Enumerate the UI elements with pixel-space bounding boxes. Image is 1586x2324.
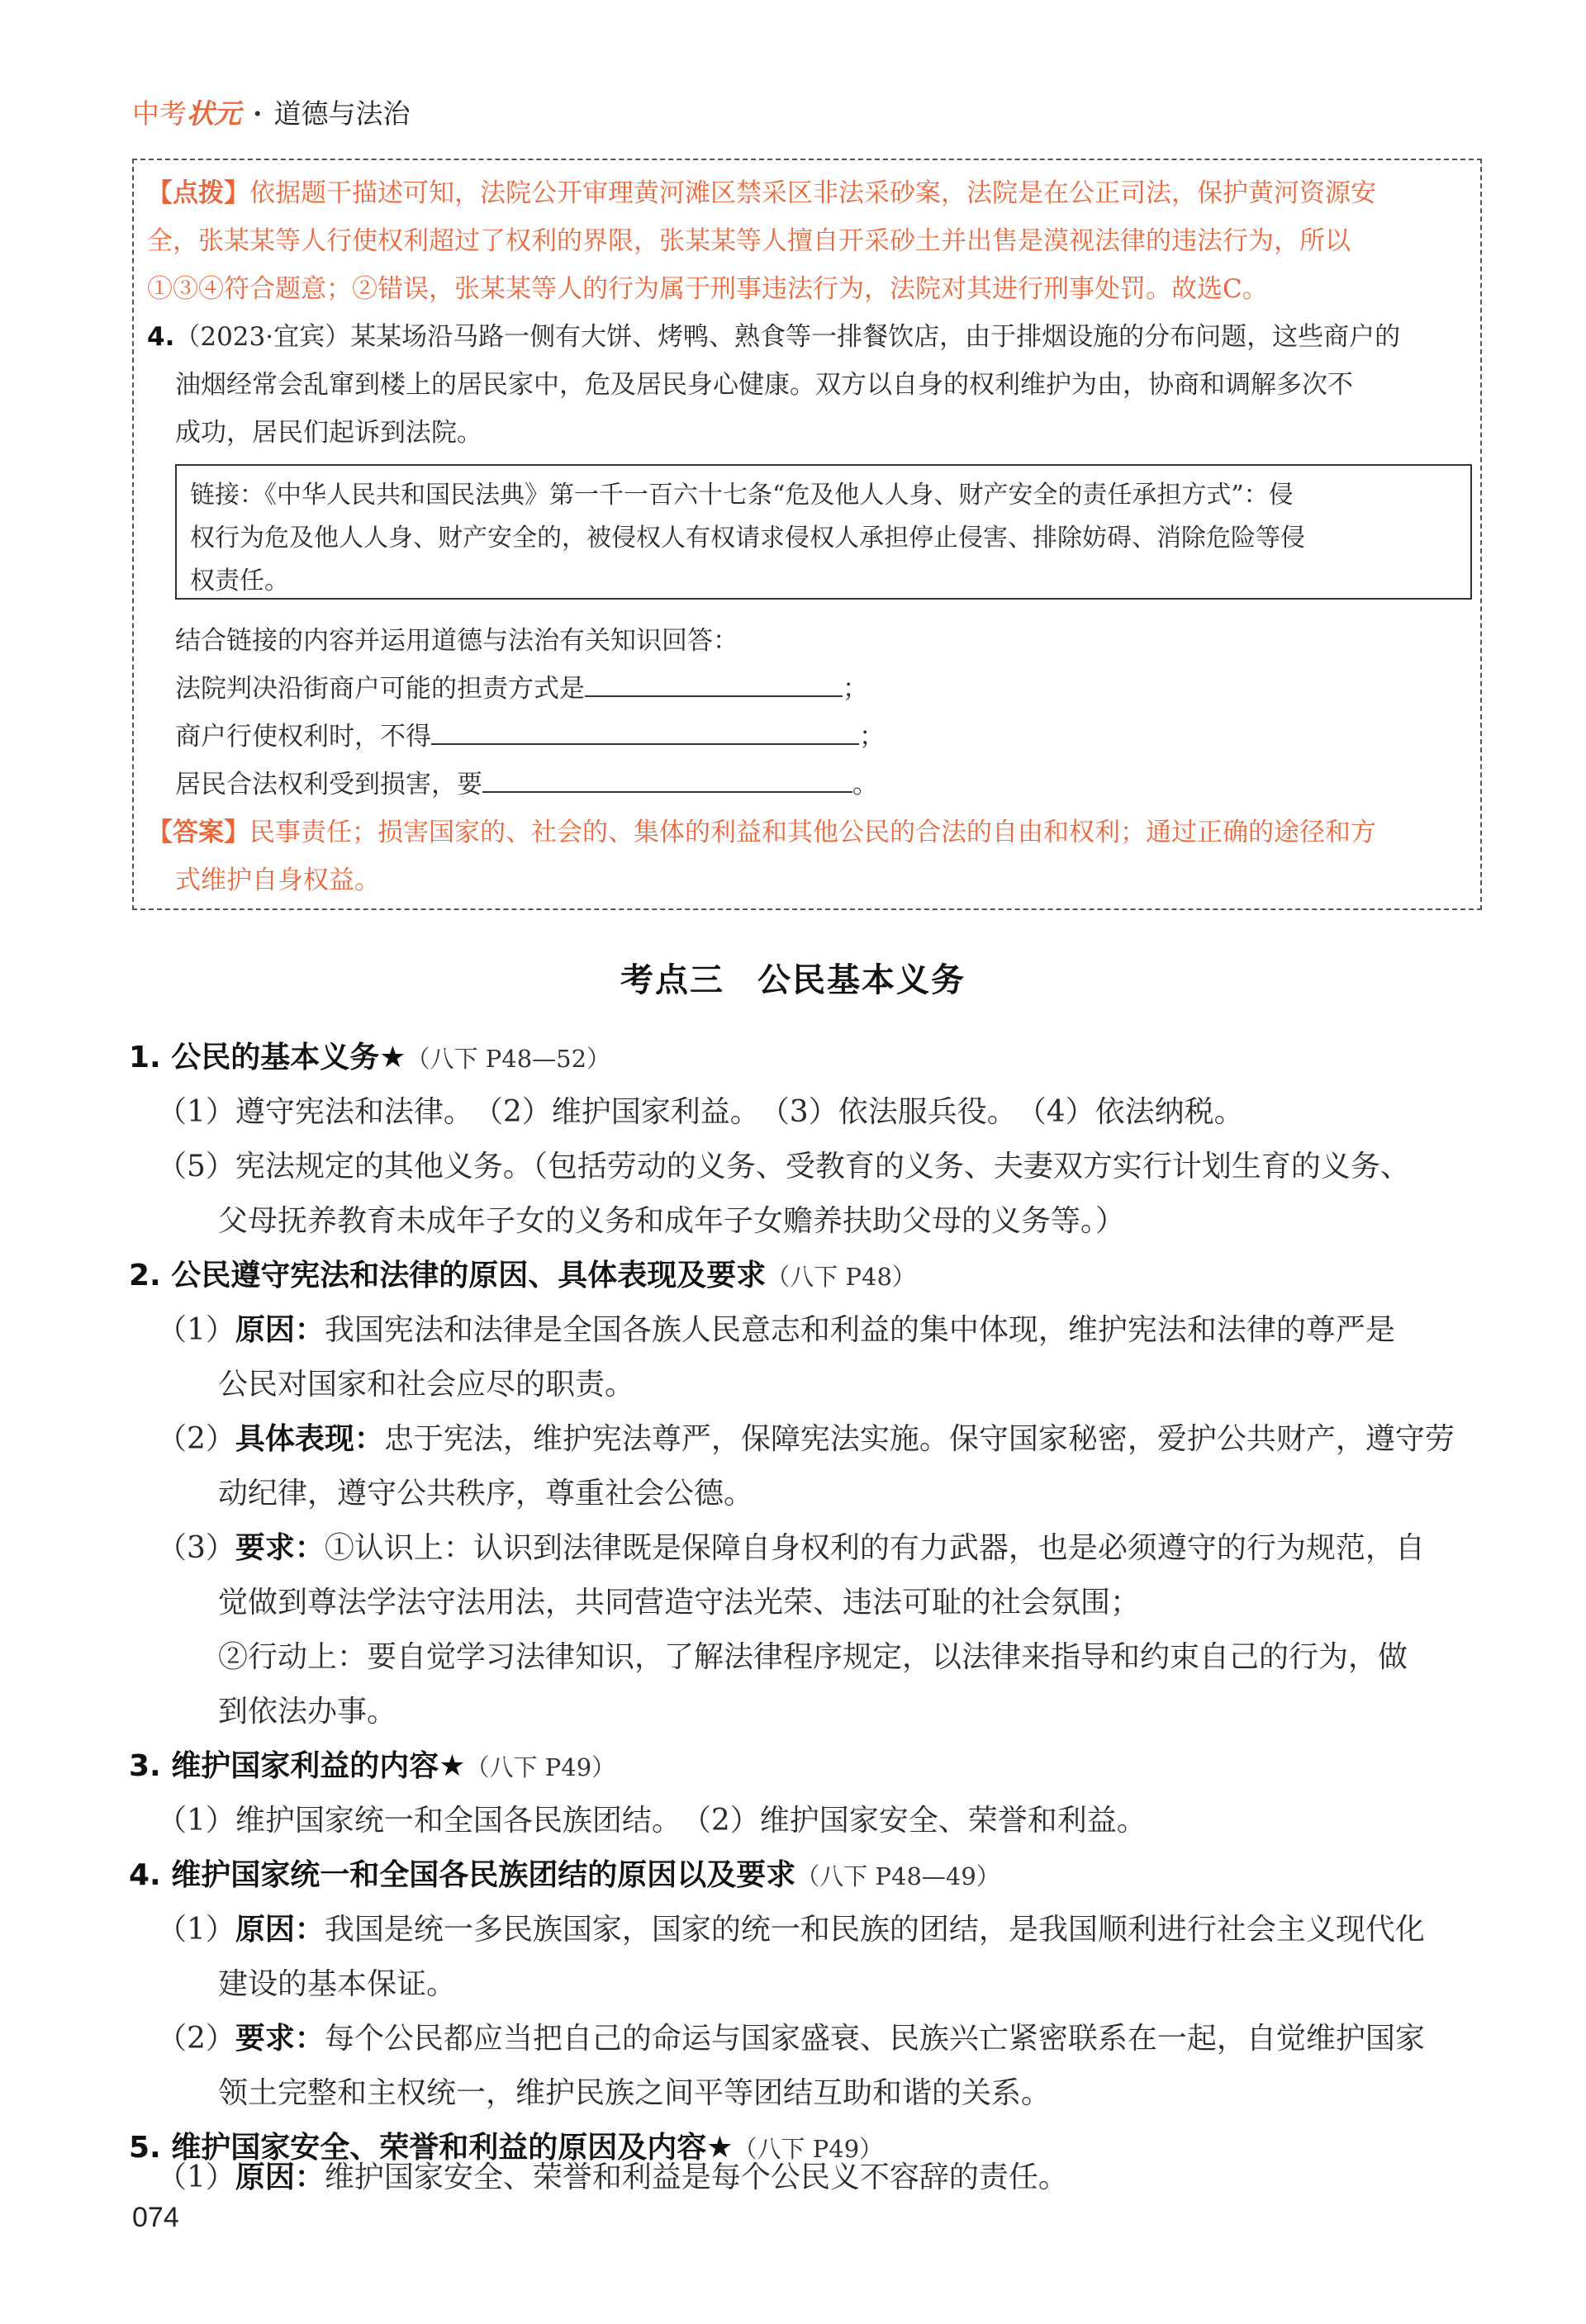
q4-line-2: 油烟经常会乱窜到楼上的居民家中，危及居民身心健康。双方以自身的权利维护为由，协商和调解多次不	[175, 370, 1353, 400]
item-4-title: 4. 维护国家统一和全国各民族团结的原因以及要求	[129, 1858, 796, 1892]
blank-2-end: ；	[859, 722, 885, 752]
q4-line-1	[147, 315, 1400, 353]
answer-line-2: 式维护自身权益。	[175, 866, 380, 895]
item-4-p1-label: 原因：	[235, 1913, 325, 1947]
q4-prompt: 结合链接的内容并运用道德与法治有关知识回答：	[175, 626, 738, 656]
link-line-2: 权行为危及他人人身、财产安全的，被侵权人有权请求侵权人承担停止侵害、排除妨碍、消除危险等侵	[190, 524, 1305, 553]
item-1-title: 1. 公民的基本义务★	[129, 1041, 406, 1074]
section-title-a: 考点三	[620, 961, 724, 999]
header-dot: ·	[253, 97, 263, 130]
answer-line-1	[147, 811, 1376, 848]
blank-2-field[interactable]	[431, 720, 859, 745]
blank-3-label: 居民合法权利受到损害，要	[175, 770, 482, 799]
q4-blank-2	[175, 715, 885, 752]
blank-1-end: ；	[843, 674, 868, 704]
hint-text-1: 依据题干描述可知，法院公开审理黄河滩区禁采区非法采砂案，法院是在公正司法，保护黄河资源安	[249, 178, 1376, 208]
item-4-p1-text: 我国是统一多民族国家，国家的统一和民族的团结，是我国顺利进行社会主义现代化	[324, 1913, 1425, 1947]
blank-3-end: 。	[852, 770, 878, 799]
item-4-ref: （八下 P48—49）	[795, 1862, 1000, 1890]
item-2-p2-label: 具体表现：	[235, 1422, 384, 1456]
q4-blank-1	[175, 667, 868, 704]
item-4-p2-line-1	[157, 2015, 1425, 2057]
blank-1-label: 法院判决沿街商户可能的担责方式是	[175, 674, 585, 704]
link-line-3: 权责任。	[190, 567, 289, 595]
item-1-line-2: （5）宪法规定的其他义务。（包括劳动的义务、受教育的义务、夫妻双方实行计划生育的义务、	[157, 1150, 1410, 1183]
item-4-p1-num: （1）	[157, 1913, 235, 1947]
item-2-p3-line-1	[157, 1525, 1425, 1567]
item-4-p1-line-1	[157, 1906, 1425, 1948]
item-2-p3-line-3: ②行动上：要自觉学习法律知识，了解法律程序规定，以法律来指导和约束自己的行为，做	[218, 1640, 1408, 1674]
item-2-p3-num: （3）	[157, 1531, 235, 1565]
hint-line-2: 全，张某某等人行使权利超过了权利的界限，张某某等人擅自开采砂土并出售是漠视法律的违法行为，所以	[147, 226, 1351, 256]
link-box	[175, 464, 1472, 600]
q4-text-1: 某某场沿马路一侧有大饼、烤鸭、熟食等一排餐饮店，由于排烟设施的分布问题，这些商户的	[350, 322, 1401, 352]
item-4-p2-text: 每个公民都应当把自己的命运与国家盛衰、民族兴亡紧密联系在一起，自觉维护国家	[324, 2022, 1425, 2056]
item-2-p3-line-2: 觉做到尊法学法守法用法，共同营造守法光荣、违法可耻的社会氛围；	[218, 1586, 1141, 1620]
item-2-p2-line-1	[157, 1416, 1455, 1458]
question-box	[132, 159, 1482, 910]
link-line-1: 链接：《中华人民共和国民法典》第一千一百六十七条“危及他人人身、财产安全的责任承担方式”：侵	[190, 481, 1294, 510]
item-2-p2-text: 忠于宪法，维护宪法尊严，保障宪法实施。保守国家秘密，爱护公共财产，遵守劳	[383, 1422, 1455, 1456]
section-title-b: 公民基本义务	[757, 961, 966, 999]
item-4-heading	[129, 1852, 1000, 1894]
q4-line-3: 成功，居民们起诉到法院。	[175, 418, 482, 448]
item-2-p2-line-2: 动纪律，遵守公共秩序，尊重社会公德。	[218, 1477, 754, 1511]
item-4-p2-num: （2）	[157, 2022, 235, 2056]
section-title	[0, 954, 1586, 1001]
hint-line-1	[147, 172, 1376, 209]
item-2-p3-line-4: 到依法办事。	[218, 1695, 397, 1729]
item-1-heading	[129, 1034, 610, 1076]
item-5-p1-label: 原因：	[235, 2160, 325, 2194]
hint-line-3: ①③④符合题意；②错误，张某某等人的行为属于刑事违法行为，法院对其进行刑事处罚。故选C。	[147, 274, 1268, 304]
hint-tag: 【点拨】	[147, 178, 249, 208]
blank-3-field[interactable]	[482, 768, 852, 793]
item-4-p2-label: 要求：	[235, 2022, 325, 2056]
item-3-heading	[129, 1743, 615, 1785]
blank-2-label: 商户行使权利时，不得	[175, 722, 431, 752]
header-brand: 状元	[187, 97, 241, 130]
q4-number: 4.	[147, 322, 175, 352]
header-subject: 道德与法治	[273, 97, 411, 130]
item-2-p2-num: （2）	[157, 1422, 235, 1456]
item-2-p1-text: 我国宪法和法律是全国各族人民意志和利益的集中体现，维护宪法和法律的尊严是	[324, 1313, 1395, 1347]
blank-1-field[interactable]	[585, 672, 843, 697]
item-1-line-1: （1）遵守宪法和法律。 （2）维护国家利益。 （3）依法服兵役。 （4）依法纳税。	[157, 1095, 1244, 1129]
header-prefix: 中考	[132, 97, 187, 130]
answer-text-1: 民事责任；损害国家的、社会的、集体的利益和其他公民的合法的自由和权利；通过正确的途径和方	[249, 818, 1376, 847]
item-2-ref: （八下 P48）	[766, 1263, 916, 1291]
item-2-p1-label: 原因：	[235, 1313, 325, 1347]
q4-blank-3	[175, 763, 878, 800]
answer-tag: 【答案】	[147, 818, 249, 847]
item-3-title: 3. 维护国家利益的内容★	[129, 1749, 466, 1783]
item-3-ref: （八下 P49）	[465, 1753, 616, 1781]
running-header	[132, 92, 411, 131]
item-5-ref: （八下 P49）	[733, 2135, 884, 2163]
item-5-p1-num: （1）	[157, 2160, 235, 2194]
item-2-p3-text: ①认识上：认识到法律既是保障自身权利的有力武器，也是必须遵守的行为规范，自	[324, 1531, 1425, 1565]
item-1-line-3: 父母抚养教育未成年子女的义务和成年子女赡养扶助父母的义务等。）	[218, 1204, 1126, 1238]
item-2-p3-label: 要求：	[235, 1531, 325, 1565]
item-2-title: 2. 公民遵守宪法和法律的原因、具体表现及要求	[129, 1259, 767, 1292]
q4-source: （2023·宜宾）	[174, 322, 351, 352]
item-5-p1-text: 维护国家安全、荣誉和利益是每个公民义不容辞的责任。	[324, 2160, 1068, 2194]
page-number: 074	[132, 2202, 179, 2233]
item-5-title: 5. 维护国家安全、荣誉和利益的原因及内容★	[129, 2131, 734, 2165]
item-4-p1-line-2: 建设的基本保证。	[218, 1967, 457, 2001]
item-2-p1-line-2: 公民对国家和社会应尽的职责。	[218, 1368, 635, 1402]
item-2-p1-num: （1）	[157, 1313, 235, 1347]
item-5-p1-line-1	[157, 2154, 1068, 2196]
item-3-line-1: （1）维护国家统一和全国各民族团结。 （2）维护国家安全、荣誉和利益。	[157, 1804, 1147, 1838]
item-1-ref: （八下 P48—52）	[406, 1045, 611, 1073]
item-2-heading	[129, 1252, 916, 1294]
item-2-p1-line-1	[157, 1307, 1395, 1349]
item-4-p2-line-2: 领土完整和主权统一，维护民族之间平等团结互助和谐的关系。	[218, 2076, 1052, 2110]
